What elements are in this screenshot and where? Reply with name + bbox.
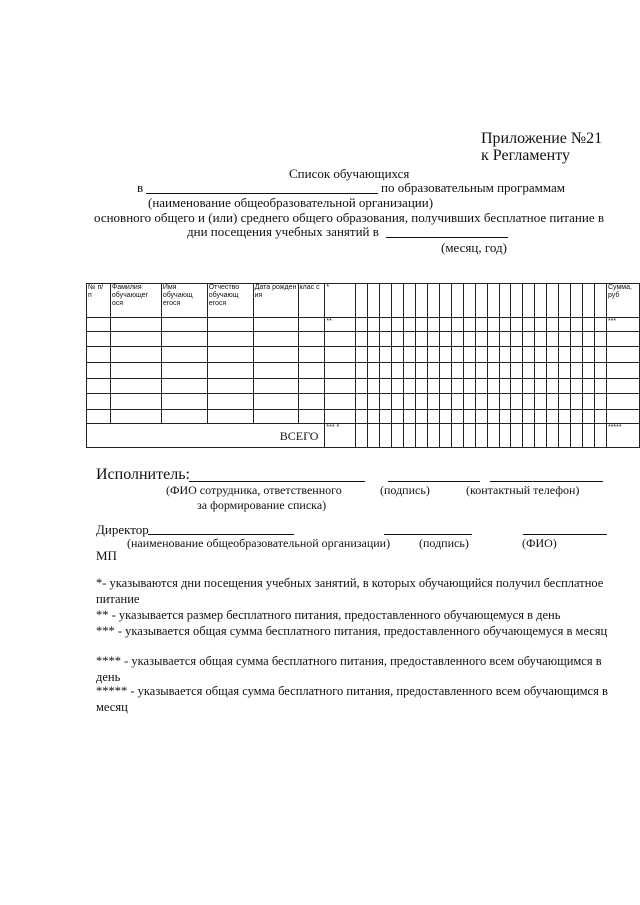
director-label: Директор [96,522,149,537]
col-number-header: № п/ п [87,284,111,318]
table-total-row [87,424,640,448]
col-name-header: Имя обучающ егося [161,284,207,318]
executor-label: Исполнитель: [96,466,190,483]
daily-amount-mark: ** [325,318,356,332]
footnote-3: *** - указывается общая сумма бесплатного питания, предоставленного обучающемуся в месяц [96,624,608,638]
table-row[interactable] [87,394,640,410]
executor-phone-blank[interactable] [490,481,603,482]
footnote-1: *- указываются дни посещения учебных занятий, в которых обучающийся получил бесплатное питание [96,576,604,606]
footnote-2: ** - указывается размер бесплатного питания, предоставленного обучающемуся в день [96,608,561,622]
executor-fio-blank[interactable] [189,481,365,482]
table-header-row [87,284,640,318]
table-row[interactable] [87,379,640,394]
org-caption: (наименование общеобразовательной организации) [148,195,434,210]
monthly-sum-mark: *** [606,318,639,332]
col-birthdate-header: Дата рожден ия [253,284,298,318]
title-prefix: в [137,180,144,195]
director-fio-caption: (ФИО) [522,536,557,550]
table-row[interactable] [87,318,640,332]
executor-fio-caption: (ФИО сотрудника, ответственного [166,483,342,497]
table-row[interactable] [87,332,640,347]
total-daily-mark: *** * [325,424,356,448]
appendix-number: Приложение №21 [481,130,603,147]
table-row[interactable] [87,363,640,379]
col-surname-header: Фамилия обучающег ося [110,284,161,318]
director-signature-blank[interactable] [384,534,472,535]
col-patronymic-header: Отчество обучающ егося [207,284,253,318]
month-year-caption: (месяц, год) [441,240,507,255]
director-org-caption: (наименование общеобразовательной организации) [127,536,391,550]
footnote-5: ***** - указывается общая сумма бесплатного питания, предоставленного всем обучающимся в месяц [96,684,608,714]
students-table [86,283,640,448]
director-fio-blank[interactable] [523,534,607,535]
month-year-blank[interactable] [386,237,508,238]
director-org-blank[interactable] [148,534,294,535]
executor-fio-caption-2: за формирование списка) [197,498,327,512]
title-suffix: по образовательным программам [381,180,566,195]
title-line-days: дни посещения учебных занятий в [187,224,379,239]
regulation-reference: к Регламенту [481,147,570,164]
col-sum-header: Сумма, руб [606,284,639,318]
stamp-place: МП [96,548,117,563]
footnote-4: **** - указывается общая сумма бесплатного питания, предоставленного всем обучающимся в день [96,654,602,684]
table-row[interactable] [87,410,640,424]
title-line-education: основного общего и (или) среднего общего образования, получивших бесплатное питание в [94,210,604,225]
director-signature-caption: (подпись) [419,536,469,550]
col-class-header: клас с [298,284,325,318]
table-row[interactable] [87,347,640,363]
executor-signature-caption: (подпись) [380,483,430,497]
executor-phone-caption: (контактный телефон) [466,483,580,497]
executor-signature-blank[interactable] [388,481,480,482]
col-days-header: * [325,284,356,318]
org-name-blank[interactable] [146,193,378,194]
total-monthly-mark: ***** [606,424,639,448]
document-title: Список обучающихся [289,166,410,181]
total-label: ВСЕГО [87,424,325,448]
